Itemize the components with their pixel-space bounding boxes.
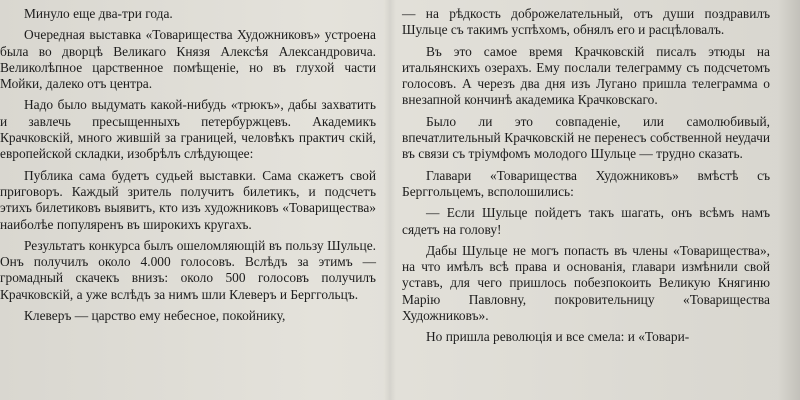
- column-gutter: [384, 0, 396, 400]
- paragraph: Въ это самое время Крачковскій писалъ этюды на итальянскихъ озерахъ. Ему послали телеграмму съ подсчетомъ голосовъ. А черезъ два дня изъ Лугано пришла телеграмма о внезапной кончинѣ академика Крачковскаго.: [402, 43, 770, 108]
- paragraph: Главари «Товарищества Художниковъ» вмѣстѣ съ Берггольцемъ, всполошились:: [402, 167, 770, 199]
- paragraph: Но пришла революція и все смела: и «Товари-: [426, 329, 690, 345]
- paragraph: Клеверъ — царство ему небесное, покойнику,: [24, 308, 286, 324]
- paragraph: Дабы Шульце не могъ попасть въ члены «Товарищества», на что имѣлъ всѣ права и основанія, главари измѣнили свой уставъ, для чего пришлось побезпокоить Великую Княгиню Марію Павловну, покровительницу «Товарищества Художниковъ».: [402, 242, 770, 324]
- page-edge-shadow: [778, 0, 800, 400]
- right-column: [402, 0, 770, 351]
- paragraph: Результатъ конкурса былъ ошеломляющій въ пользу Шульце. Онъ получилъ около 4.000 голосовъ. Вслѣдъ за этимъ — громадный скачекъ внизъ: около 500 голосовъ получилъ Крачковскій, а уже вслѣдъ за нимъ шли Клеверъ и Берггольцъ.: [0, 237, 376, 302]
- left-column: [0, 0, 376, 329]
- paragraph: — на рѣдкость доброжелательный, отъ души поздравилъ Шульце съ такимъ успѣхомъ, обнялъ его и расцѣловалъ.: [402, 6, 770, 38]
- paragraph: Очередная выставка «Товарищества Художниковъ» устроена была во дворцѣ Великаго Князя Алексѣя Александровича. Великолѣпное царственное помѣщеніе, но въ глухой части Мойки, далеко отъ центра.: [0, 27, 376, 92]
- paragraph: Публика сама будетъ судьей выставки. Сама скажетъ свой приговоръ. Каждый зритель получитъ билетикъ, и подсчетъ этихъ билетиковъ выявитъ, кто изъ художниковъ «Товарищества» наиболѣе популяренъ въ широкихъ кругахъ.: [0, 167, 376, 232]
- paragraph: Было ли это совпаденіе, или самолюбивый, впечатлительный Крачковскій не перенесъ собственной неудачи въ связи съ тріумфомъ молодого Шульце — трудно сказать.: [402, 113, 770, 162]
- paragraph: — Если Шульце пойдетъ такъ шагать, онъ всѣмъ намъ сядетъ на голову!: [402, 205, 770, 237]
- paragraph: Минуло еще два-три года.: [24, 6, 173, 21]
- paragraph: Надо было выдумать какой-нибудь «трюкъ», дабы захватить и завлечь пресыщенныхъ петербуржцевъ. Академикъ Крачковскій, много жившій за границей, человѣкъ практич скій, европейской складки, изобрѣлъ слѣдующее:: [0, 97, 376, 162]
